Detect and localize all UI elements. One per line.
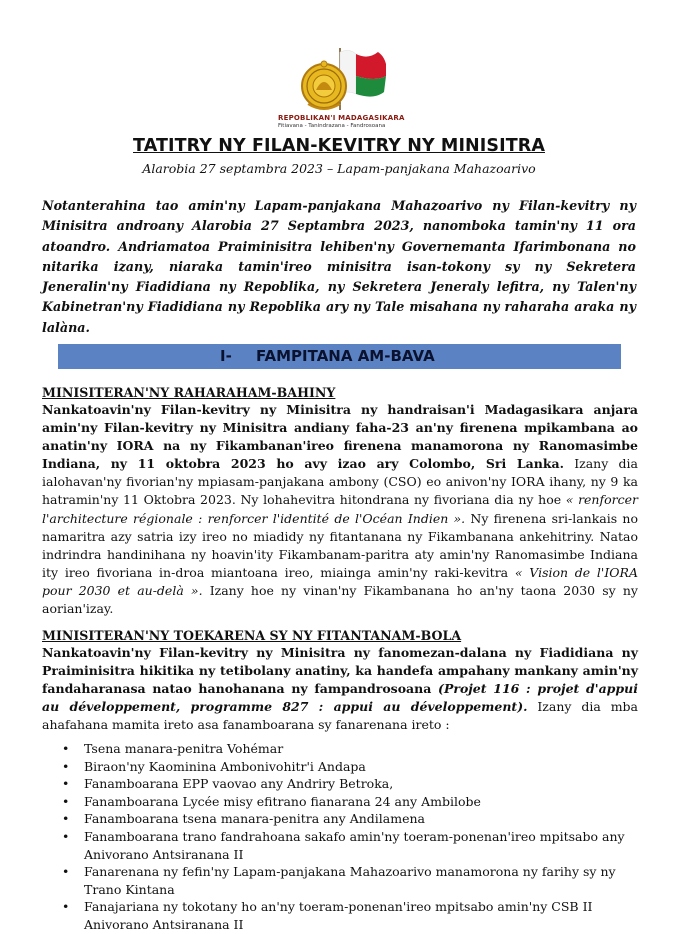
foreign-affairs-quote-2: « Vision de l'IORA pour 2030 et au-delà ». [42, 564, 638, 598]
ministry-foreign-affairs-heading: MINISITERAN'NY RAHARAHAM-BAHINY [42, 385, 336, 400]
list-item: • Fanamboarana tsena manara-penitra any Andilamena [62, 810, 642, 828]
list-item: • Tsena manara-penitra Vohémar [62, 740, 642, 758]
logo-motto: Fitiavana - Tanindrazana - Fandrosoana [278, 123, 386, 129]
section-number: I- [220, 347, 232, 365]
document-title: TATITRY NY FILAN-KEVITRY NY MINISITRA [133, 136, 545, 156]
foreign-affairs-text-3: Izany hoe ny vinan'ny Fikambanana ho an'ny taona 2030 sy ny aorian'izay. [42, 582, 638, 617]
ministry-economy-paragraph [42, 644, 638, 734]
list-item: • Fanamboarana trano fandrahoana sakafo amin'ny toeram-ponenan'ireo mpitsabo any Anivorano Antsiranana II [62, 828, 642, 863]
list-item: • Fanarenana ny fefin'ny Lapam-panjakana Mahazoarivo manamorona ny farihy sy ny Trano Kintana [62, 863, 642, 898]
foreign-affairs-text-1: Izany dia ialohavan'ny fivorian'ny mpiasam-panjakana ambony (CSO) eo anivon'ny IORA ihany, ny 9 ka hatramin'ny 11 Oktobra 2023. Ny lohahevitra hitondrana ny fivoriana dia ny hoe [42, 456, 638, 508]
economy-text: Izany dia mba ahafahana mamita ireto asa fanamboarana sy fanarenana ireto : [42, 699, 638, 733]
ministry-foreign-affairs-paragraph [42, 401, 638, 618]
list-item: • Fanamboarana EPP vaovao any Andriry Betroka, [62, 775, 642, 793]
foreign-affairs-quote-1: « renforcer l'architecture régionale : renforcer l'identité de l'Océan Indien ». [42, 492, 638, 526]
ministry-economy-heading: MINISITERAN'NY TOEKARENA SY NY FITANTANAM-BOLA [42, 628, 462, 643]
economy-project-reference: (Projet 116 : projet d'appui au développement, programme 827 : appui au développement). [42, 681, 638, 715]
logo-caption [278, 114, 438, 129]
works-list [62, 740, 642, 934]
document-subtitle: Alarobia 27 septambra 2023 – Lapam-panjakana Mahazoarivo [142, 161, 536, 176]
economy-decision-text: Nankatoavin'ny Filan-kevitry ny Minisitra ny fanomezan-dalana ny Fiadidiana ny Praiminisitra hikitika ny tetibolany anatiny, ka handefa ampahany mankany amin'ny fandaharanasa natao hanohanana ny fampandrosoana [42, 645, 638, 697]
section-title: FAMPITANA AM-BAVA [256, 347, 435, 365]
list-item: • Fanamboarana Lycée misy efitrano fianarana 24 any Ambilobe [62, 793, 642, 811]
list-item: • Biraon'ny Kaominina Ambonivohitr'i Andapa [62, 758, 642, 776]
section-header-bar [58, 344, 621, 369]
intro-paragraph: Notanterahina tao amin'ny Lapam-panjakana Mahazoarivo ny Filan-kevitry ny Minisitra androany Alarobia 27 Septambra 2023, nanomboka tamin'ny 11 ora atoandro. Andriamatoa Praiminisitra lehiben'ny Governemanta Ifarimbonana no nitarika izany, niaraka tamin'ireo minisitra isan-tokony sy ny Sekretera Jeneralin'ny Fiadidiana ny Repoblika, ny Sekretera Jeneraly lefitra, ny Talen'ny Kabinetran'ny Fiadidiana ny Repoblika ary ny Tale misahana ny raharaha araka ny lalàna. [42, 198, 636, 335]
list-item: • Fanajariana ny tokotany ho an'ny toeram-ponenan'ireo mpitsabo amin'ny CSB II Anivorano Antsiranana II [62, 898, 642, 933]
foreign-affairs-text-2: Ny firenena sri-lankais no namaritra azy satria izy ireo no miadidy ny fitantanana ny Fikambanana ankehitriny. Natao indrindra handinihana ny hoavin'ity Fikambanam-paritra aty amin'ny Ranomasimbe Indiana ity ireo fivoriana in-droa miantoana ireo, miainga amin'ny raki-kevitra [42, 510, 638, 580]
logo-republic-name: REPOBLIKAN'I MADAGASIKARA [278, 114, 405, 122]
foreign-affairs-decision-text: Nankatoavin'ny Filan-kevitry ny Minisitra ny handraisan'i Madagasikara anjara amin'ny Filan-kevitry ny Minisitra andiany faha-23 an'ny firenena mpikambana ao anatin'ny IORA na ny Fikambanan'ireo firenena manamorona ny Ranomasimbe Indiana, ny 11 oktobra 2023 ho avy izao ary Colombo, Sri Lanka. [42, 402, 638, 472]
